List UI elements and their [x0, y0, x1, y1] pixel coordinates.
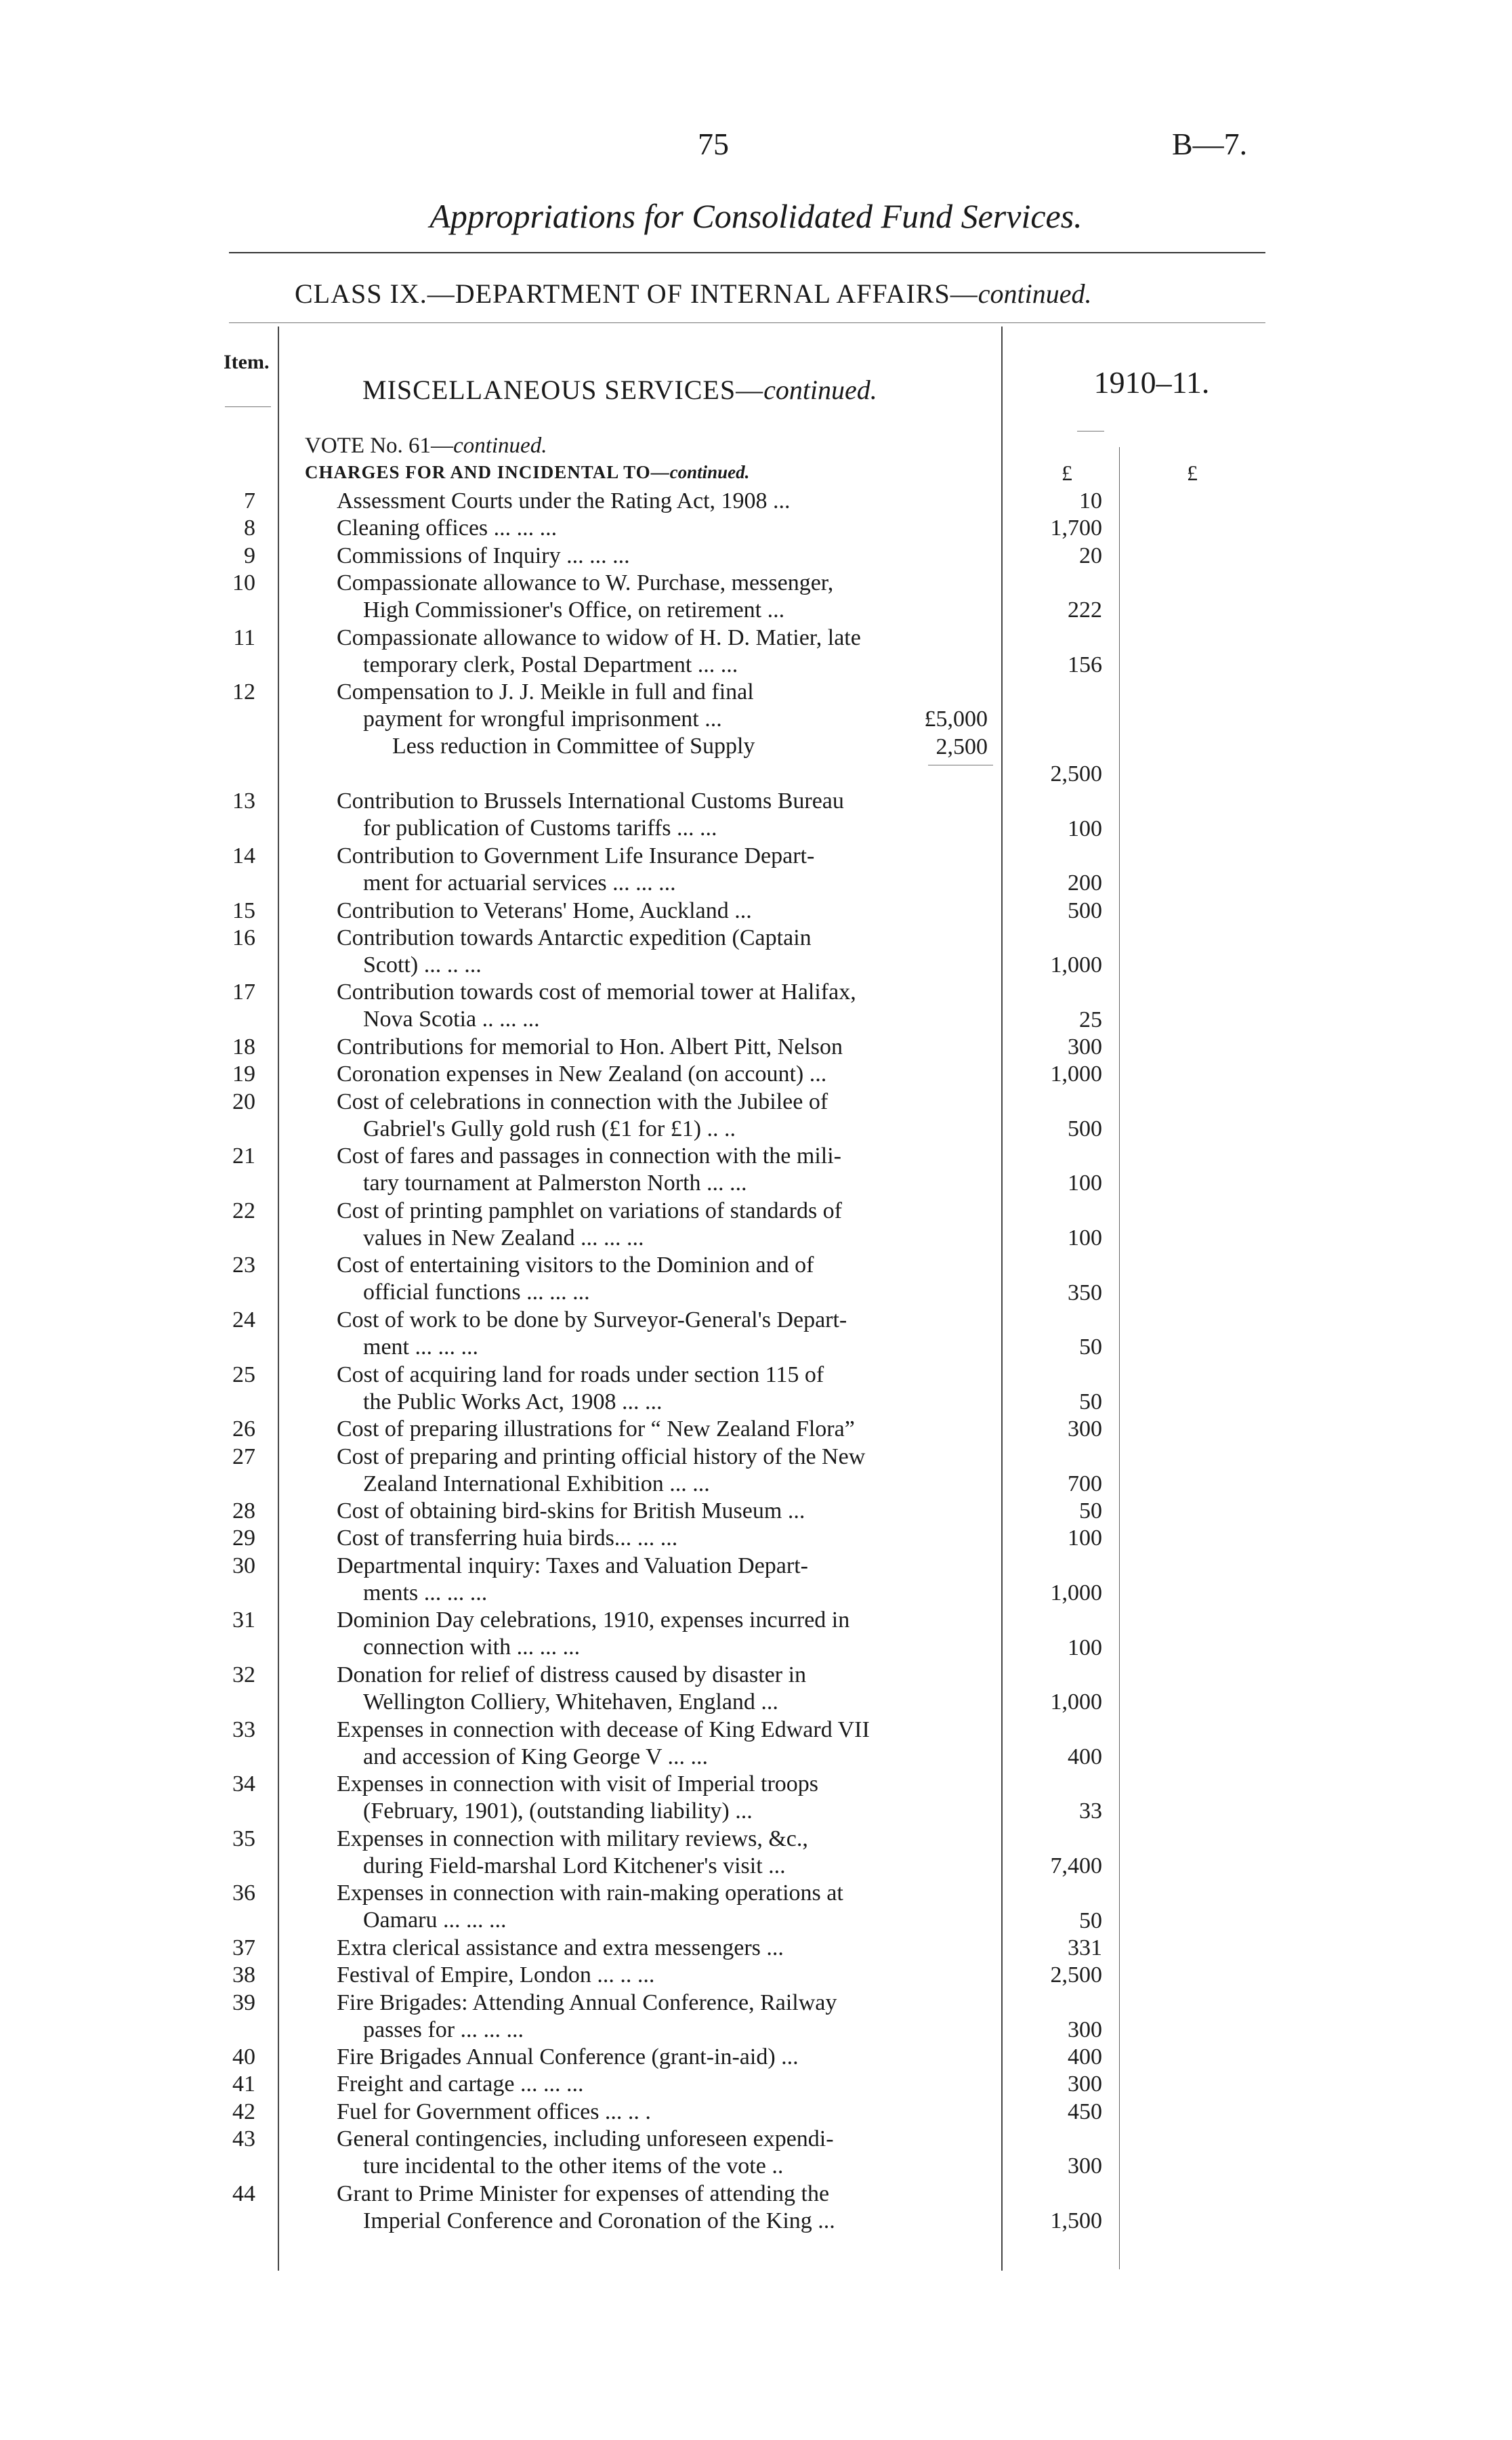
item-description-line: Imperial Conference and Coronation of the King ...	[363, 2208, 835, 2233]
item-amount: 700	[1068, 1471, 1102, 1496]
item-number: 27	[232, 1444, 255, 1469]
item-description	[337, 1553, 997, 1607]
item-description	[337, 543, 997, 570]
item-description	[337, 1089, 997, 1143]
item-description-line: Contributions for memorial to Hon. Albert Pitt, Nelson	[337, 1034, 843, 1059]
item-amount: 100	[1068, 1171, 1102, 1196]
item-description	[337, 1362, 997, 1416]
year-subrule	[1077, 431, 1104, 432]
item-description	[337, 1307, 997, 1361]
item-description	[337, 1498, 997, 1525]
item-number: 41	[232, 2071, 255, 2097]
item-amount: 50	[1079, 1334, 1102, 1360]
class-rule	[229, 322, 1265, 323]
item-description-line: connection with ... ... ...	[363, 1635, 581, 1660]
item-number: 30	[232, 1553, 255, 1578]
item-description-line: Oamaru ... ... ...	[363, 1908, 507, 1933]
item-description-line: official functions ... ... ...	[363, 1280, 590, 1305]
item-description-line: Compensation to J. J. Meikle in full and final	[337, 679, 754, 705]
item-number: 18	[232, 1034, 255, 1059]
item-description-line: ment ... ... ...	[363, 1334, 478, 1360]
item-number: 12	[232, 679, 255, 705]
section-heading-suffix: continued.	[763, 375, 877, 405]
item-description	[337, 1525, 997, 1552]
item-description-line: Grant to Prime Minister for expenses of attending the	[337, 2181, 830, 2206]
charges-subheading	[305, 462, 749, 483]
item-amount: 450	[1068, 2099, 1102, 2124]
item-description-line: Freight and cartage ... ... ...	[337, 2071, 584, 2097]
item-number: 23	[232, 1253, 255, 1278]
item-description-line: Commissions of Inquiry ... ... ...	[337, 543, 630, 568]
item-description-line: the Public Works Act, 1908 ... ...	[363, 1389, 663, 1414]
vote-label: VOTE No. 61—	[305, 434, 454, 458]
item-description-line: Expenses in connection with military reviews, &c.,	[337, 1826, 808, 1851]
item-description-line: payment for wrongful imprisonment ...	[363, 707, 722, 732]
item-description-line: Cost of entertaining visitors to the Dominion and of	[337, 1253, 814, 1278]
item-description-line: Festival of Empire, London ... .. ...	[337, 1962, 655, 1988]
item-description-line: Cost of fares and passages in connection with the mili-	[337, 1143, 841, 1169]
item-amount: 100	[1068, 1526, 1102, 1551]
item-description	[337, 1662, 997, 1716]
item-sub-amount: 2,500	[936, 734, 988, 759]
item-description-line: Coronation expenses in New Zealand (on account) ...	[337, 1061, 827, 1087]
item-description-line: Compassionate allowance to widow of H. D. Matier, late	[337, 625, 861, 650]
item-description-line: Wellington Colliery, Whitehaven, England ...	[363, 1689, 778, 1715]
item-description	[337, 2181, 997, 2235]
item-amount: 10	[1079, 488, 1102, 513]
item-description-line: temporary clerk, Postal Department ... ...	[363, 652, 738, 677]
item-number: 21	[232, 1143, 255, 1169]
item-description	[337, 2071, 997, 2098]
item-description	[337, 1935, 997, 1962]
class-heading-suffix: continued.	[978, 278, 1092, 309]
item-description	[337, 1607, 997, 1661]
item-description	[337, 1826, 997, 1880]
subheading-suffix: continued.	[669, 462, 750, 482]
item-number: 38	[232, 1962, 255, 1988]
item-amount: 1,700	[1050, 516, 1102, 541]
item-description-line: tary tournament at Palmerston North ... ...	[363, 1171, 747, 1196]
item-description	[337, 1771, 997, 1825]
item-description-line: ment for actuarial services ... ... ...	[363, 870, 676, 896]
item-description	[337, 1990, 997, 2044]
item-amount: 222	[1068, 597, 1102, 623]
item-description-line: Cost of acquiring land for roads under section 115 of	[337, 1362, 824, 1387]
item-number: 19	[232, 1061, 255, 1087]
item-description-line: Contribution to Veterans' Home, Auckland ...	[337, 898, 752, 923]
item-description	[337, 1198, 997, 1252]
item-amount: 300	[1068, 2017, 1102, 2042]
item-description-line: Expenses in connection with rain-making operations at	[337, 1880, 843, 1906]
item-description-line: Departmental inquiry: Taxes and Valuation Depart-	[337, 1553, 808, 1578]
item-description-line: (February, 1901), (outstanding liability) ...	[363, 1799, 753, 1824]
currency-symbol-col2: £	[1187, 461, 1198, 485]
item-amount: 1,000	[1050, 952, 1102, 978]
item-amount: 331	[1068, 1935, 1102, 1960]
item-amount: 2,500	[1050, 761, 1102, 786]
item-description	[337, 979, 997, 1033]
item-amount: 350	[1068, 1280, 1102, 1305]
item-description	[337, 925, 997, 979]
item-number: 24	[232, 1307, 255, 1332]
item-description	[337, 2044, 997, 2071]
vote-suffix: continued.	[453, 434, 547, 458]
item-description	[337, 788, 997, 842]
item-description	[337, 1880, 997, 1934]
item-number: 17	[232, 980, 255, 1005]
item-amount: 50	[1079, 1389, 1102, 1414]
item-amount: 100	[1068, 1225, 1102, 1251]
item-number: 39	[232, 1990, 255, 2015]
item-amount: 300	[1068, 2153, 1102, 2179]
item-number: 32	[232, 1662, 255, 1687]
item-amount: 33	[1079, 1799, 1102, 1824]
item-amount: 25	[1079, 1007, 1102, 1032]
item-description-line: Donation for relief of distress caused by disaster in	[337, 1662, 807, 1687]
item-description-line: Expenses in connection with visit of Imperial troops	[337, 1771, 819, 1797]
item-amount: 1,000	[1050, 1689, 1102, 1715]
vote-heading	[305, 434, 547, 459]
item-description	[337, 1252, 997, 1306]
item-number: 14	[232, 843, 255, 868]
item-description	[337, 515, 997, 542]
item-description-line: Cost of transferring huia birds... ... ...	[337, 1526, 678, 1551]
item-description-line: and accession of King George V ... ...	[363, 1744, 708, 1769]
section-heading-main: MISCELLANEOUS SERVICES—	[362, 375, 764, 405]
item-number: 29	[232, 1526, 255, 1551]
item-amount: 2,500	[1050, 1962, 1102, 1988]
item-description-line: Fire Brigades Annual Conference (grant-in-aid) ...	[337, 2044, 799, 2070]
item-column-header: Item.	[224, 351, 270, 373]
item-amount: 100	[1068, 816, 1102, 841]
item-number: 40	[232, 2044, 255, 2070]
item-description-line: Cost of obtaining bird-skins for British Museum ...	[337, 1498, 805, 1524]
item-amount: 500	[1068, 898, 1102, 923]
item-amount: 400	[1068, 1744, 1102, 1769]
item-amount: 1,000	[1050, 1061, 1102, 1087]
item-number: 26	[232, 1416, 255, 1442]
title-rule	[229, 252, 1265, 253]
subheading-label: CHARGES FOR AND INCIDENTAL TO—	[305, 462, 670, 482]
item-description-line: during Field-marshal Lord Kitchener's visit ...	[363, 1853, 786, 1878]
item-amount: 20	[1079, 543, 1102, 568]
item-number: 10	[232, 570, 255, 595]
amount-column-divider	[1119, 447, 1120, 2269]
item-description-line: Gabriel's Gully gold rush (£1 for £1) .. ..	[363, 1116, 736, 1141]
item-number: 16	[232, 925, 255, 950]
item-amount: 100	[1068, 1635, 1102, 1660]
item-amount: 300	[1068, 2071, 1102, 2097]
item-number: 35	[232, 1826, 255, 1851]
item-description	[337, 679, 997, 760]
item-number: 7	[244, 488, 255, 513]
item-description-line: Assessment Courts under the Rating Act, 1908 ...	[337, 488, 791, 513]
item-description-line: Expenses in connection with decease of King Edward VII	[337, 1717, 870, 1742]
item-description-line: Dominion Day celebrations, 1910, expenses incurred in	[337, 1607, 850, 1633]
item-description	[337, 1962, 997, 1989]
item-description-line: Nova Scotia .. ... ...	[363, 1007, 540, 1032]
item-description-line: Fire Brigades: Attending Annual Conference, Railway	[337, 1990, 837, 2015]
item-description-line: Extra clerical assistance and extra messengers ...	[337, 1935, 784, 1960]
item-number: 22	[232, 1198, 255, 1223]
currency-symbol-col1: £	[1062, 461, 1072, 485]
item-description	[337, 2126, 997, 2180]
item-description-line: General contingencies, including unforeseen expendi-	[337, 2126, 834, 2151]
item-number: 25	[232, 1362, 255, 1387]
item-number: 28	[232, 1498, 255, 1524]
item-description	[337, 1717, 997, 1771]
item-amount: 1,000	[1050, 1580, 1102, 1605]
item-amount: 400	[1068, 2044, 1102, 2070]
item-number: 37	[232, 1935, 255, 1960]
item-number: 13	[232, 788, 255, 814]
item-number: 8	[244, 516, 255, 541]
item-description	[337, 2099, 997, 2126]
item-description-line: Cost of preparing and printing official history of the New	[337, 1444, 866, 1469]
class-heading	[295, 278, 1091, 310]
item-description-line: Compassionate allowance to W. Purchase, messenger,	[337, 570, 834, 595]
item-description-line: High Commissioner's Office, on retirement ...	[363, 597, 785, 623]
year-heading: 1910–11.	[1093, 365, 1210, 400]
item-description-line: Contribution to Brussels International Customs Bureau	[337, 788, 844, 814]
item-description	[337, 898, 997, 925]
item-description-line: ments ... ... ...	[363, 1580, 488, 1605]
item-sub-amount: £5,000	[924, 707, 988, 732]
item-number: 34	[232, 1771, 255, 1797]
item-description-line: Contribution towards cost of memorial tower at Halifax,	[337, 980, 856, 1005]
item-description	[337, 1444, 997, 1498]
item-amount: 156	[1068, 652, 1102, 677]
item-description-line: for publication of Customs tariffs ... ...	[363, 816, 717, 841]
item-description	[337, 570, 997, 624]
item-number: 36	[232, 1880, 255, 1906]
item-description-line: values in New Zealand ... ... ...	[363, 1225, 644, 1250]
item-number: 9	[244, 543, 255, 568]
section-heading	[362, 374, 877, 406]
item-description-line: ture incidental to the other items of the vote ..	[363, 2153, 784, 2179]
item-amount: 200	[1068, 870, 1102, 896]
item-description	[337, 1143, 997, 1197]
item-description	[337, 1416, 997, 1443]
item-description-line: Scott) ... .. ...	[363, 952, 482, 977]
class-heading-main: CLASS IX.—DEPARTMENT OF INTERNAL AFFAIRS—	[295, 278, 978, 309]
item-description-line: Fuel for Government offices ... .. .	[337, 2099, 651, 2124]
item-description	[337, 1061, 997, 1088]
item-number: 44	[232, 2181, 255, 2206]
item-description-line: Contribution towards Antarctic expedition (Captain	[337, 925, 812, 950]
item-description	[337, 488, 997, 515]
item-amount: 300	[1068, 1416, 1102, 1442]
item-description-line: Cost of work to be done by Surveyor-General's Depart-	[337, 1307, 847, 1332]
item-column-divider	[278, 327, 279, 2271]
document-reference: B—7.	[1172, 127, 1248, 161]
item-number: 15	[232, 898, 255, 923]
item-description-line: Cleaning offices ... ... ...	[337, 516, 558, 541]
year-column-divider	[1001, 327, 1003, 2271]
item-amount: 50	[1079, 1498, 1102, 1524]
item-description-line: Cost of preparing illustrations for “ New Zealand Flora”	[337, 1416, 855, 1442]
item-number: 20	[232, 1089, 255, 1114]
item-description-line: Cost of printing pamphlet on variations of standards of	[337, 1198, 842, 1223]
item-amount: 500	[1068, 1116, 1102, 1141]
item-number: 33	[232, 1717, 255, 1742]
item-description	[337, 843, 997, 897]
page-title: Appropriations for Consolidated Fund Services.	[429, 197, 1083, 235]
item-amount: 300	[1068, 1034, 1102, 1059]
item-sub-line: Less reduction in Committee of Supply	[392, 734, 755, 759]
item-number: 42	[232, 2099, 255, 2124]
item-number: 31	[232, 1607, 255, 1633]
item-amount: 7,400	[1050, 1853, 1102, 1878]
item-number: 43	[232, 2126, 255, 2151]
item-description-line: Cost of celebrations in connection with the Jubilee of	[337, 1089, 828, 1114]
item-number: 11	[233, 625, 255, 650]
item-description-line: Contribution to Government Life Insurance Depart-	[337, 843, 815, 868]
item-description	[337, 625, 997, 679]
page-number: 75	[698, 127, 729, 161]
item-amount: 50	[1079, 1908, 1102, 1933]
item-description-line: Zealand International Exhibition ... ...	[363, 1471, 710, 1496]
item-description-line: passes for ... ... ...	[363, 2017, 524, 2042]
item-amount: 1,500	[1050, 2208, 1102, 2233]
item-description	[337, 1034, 997, 1061]
item-header-rule	[225, 406, 271, 407]
